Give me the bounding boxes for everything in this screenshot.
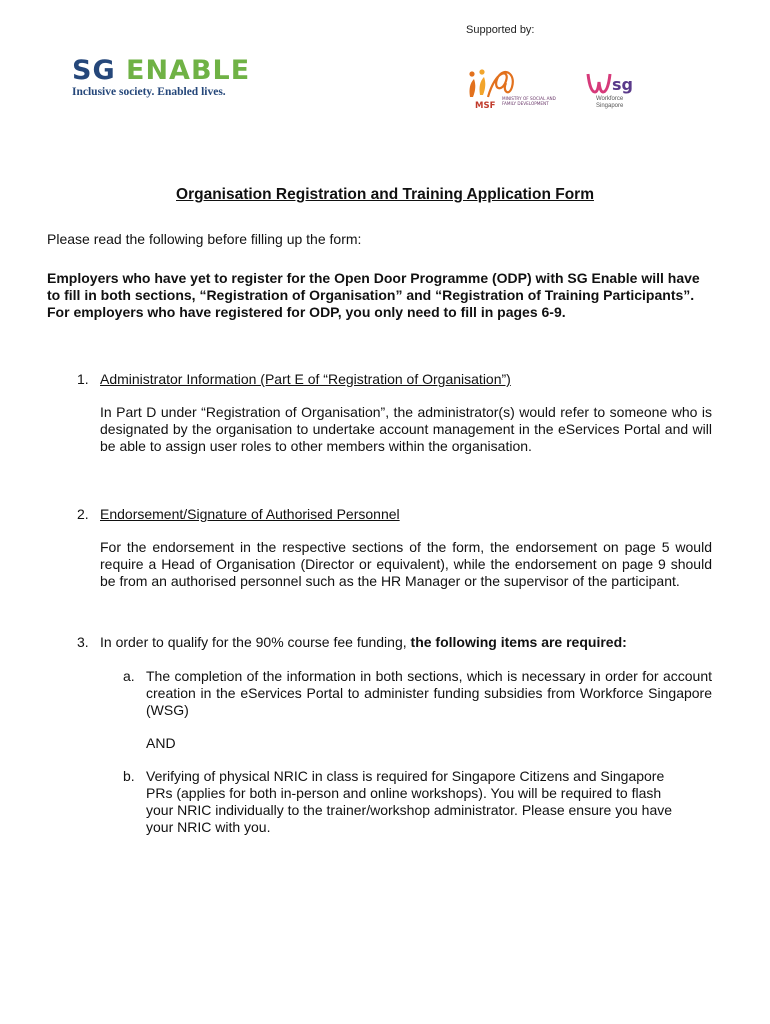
item-1-body: In Part D under “Registration of Organisation”, the administrator(s) would refer to someone who is designated by the organisation to undertake account management in the eServices Portal and will be able to assign user roles to other members within the organisation. bbox=[100, 404, 712, 454]
wsg-name: Workforce Singapore bbox=[596, 96, 624, 109]
notice-paragraph: Employers who have yet to register for the Open Door Programme (ODP) with SG Enable will have to fill in both sections, “Registration of Organisation” and “Registration of Training Participants”. For employers who have registered for ODP, you only need to fill in pages 6-9. bbox=[47, 270, 700, 320]
intro-text: Please read the following before filling up the form: bbox=[47, 231, 362, 247]
item-3-lead-text: In order to qualify for the 90% course fee funding, bbox=[100, 634, 411, 650]
subitem-b-letter: b. bbox=[123, 768, 135, 784]
msf-abbrev: MSF bbox=[475, 101, 496, 111]
sg-enable-tagline: Inclusive society. Enabled lives. bbox=[72, 86, 226, 98]
sg-enable-logo bbox=[72, 56, 262, 98]
sg-enable-wordmark-sg: SG bbox=[72, 55, 127, 86]
subitem-b-text: Verifying of physical NRIC in class is required for Singapore Citizens and Singapore PRs (applies for both in-person and online workshops). You will be required to flash your NRIC individually to the trainer/workshop administrator. Please ensure you have your NRIC with you. bbox=[146, 768, 673, 835]
msf-full-name: MINISTRY OF SOCIAL AND FAMILY DEVELOPMENT bbox=[502, 96, 556, 106]
item-3-number: 3. bbox=[77, 634, 89, 650]
subitem-a-text: The completion of the information in both sections, which is necessary in order for account creation in the eServices Portal to administer funding subsidies from Workforce Singapore (WSG) bbox=[146, 668, 712, 718]
item-2-heading: Endorsement/Signature of Authorised Personnel bbox=[100, 506, 400, 522]
item-3-lead bbox=[100, 634, 720, 651]
item-1-heading: Administrator Information (Part E of “Registration of Organisation”) bbox=[100, 371, 511, 387]
item-2-number: 2. bbox=[77, 506, 89, 522]
sg-enable-wordmark bbox=[72, 56, 262, 86]
svg-text:sg: sg bbox=[612, 75, 633, 94]
page-title: Organisation Registration and Training Application Form bbox=[176, 186, 594, 203]
item-1-number: 1. bbox=[77, 371, 89, 387]
item-3-lead-bold: the following items are required: bbox=[410, 634, 627, 650]
item-2-body: For the endorsement in the respective sections of the form, the endorsement on page 5 would require a Head of Organisation (Director or equivalent), while the endorsement on page 9 should be from an authorised personnel such as the HR Manager or the supervisor of the participant. bbox=[100, 539, 712, 589]
supported-by-label: Supported by: bbox=[466, 24, 535, 36]
subitem-a-letter: a. bbox=[123, 668, 135, 684]
sg-enable-wordmark-enable: ENABLE bbox=[126, 55, 251, 86]
conjunction-and: AND bbox=[146, 735, 176, 751]
